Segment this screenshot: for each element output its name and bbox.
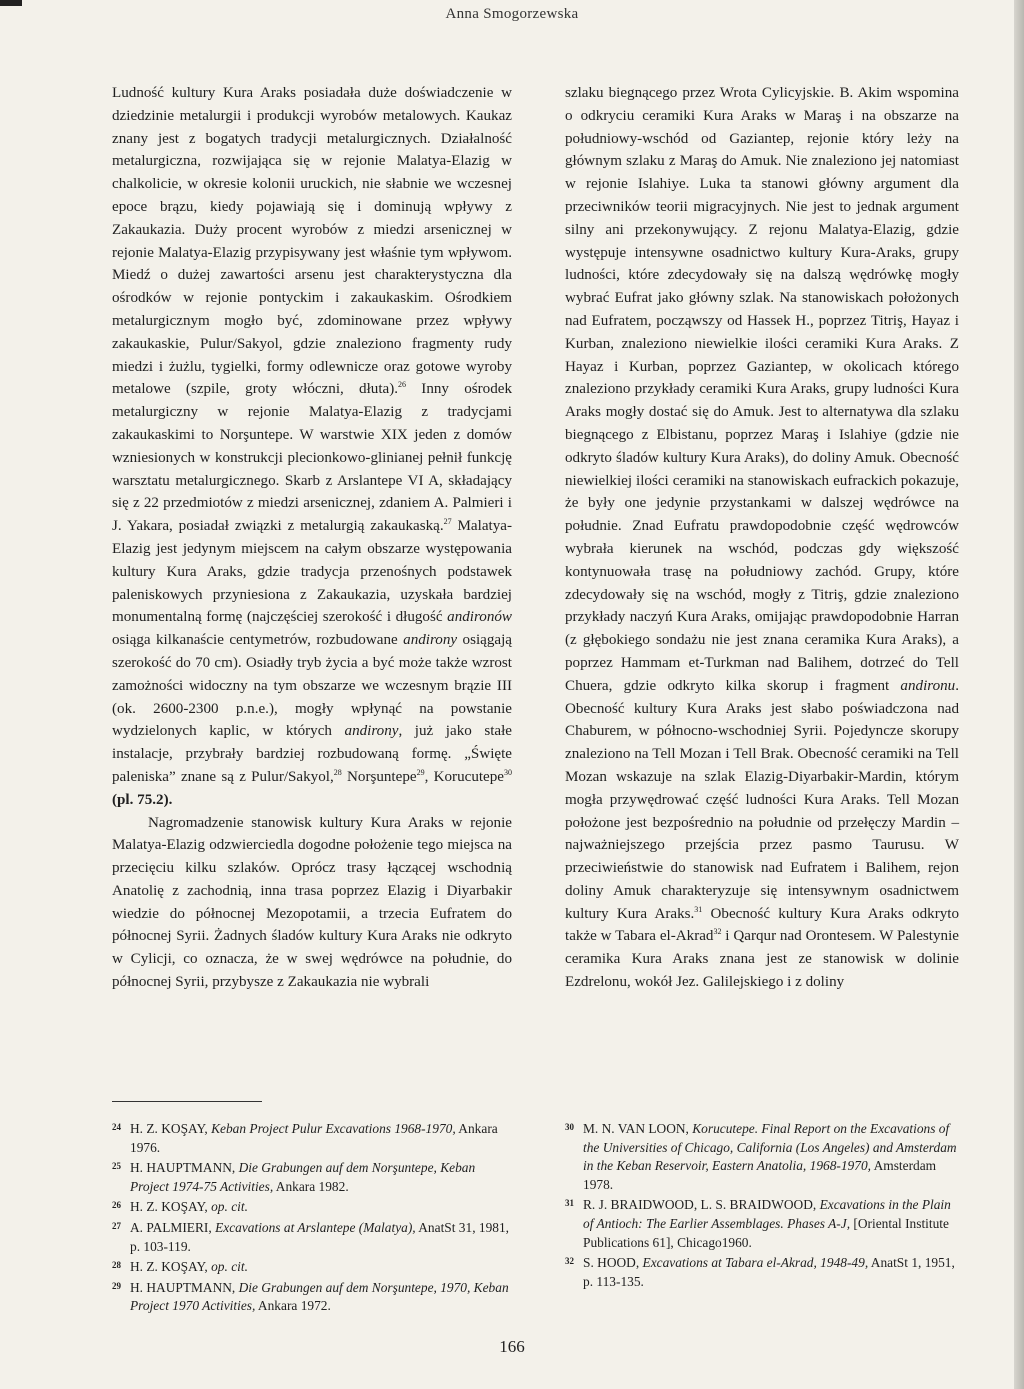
footnote-ref[interactable]: 29 [416, 767, 425, 777]
footnotes-right [565, 1120, 959, 1293]
footnote-item: 28 H. Z. KOŞAY, op. cit. [112, 1259, 248, 1275]
footnote-item: 30 M. N. VAN LOON, Korucutepe. Final Report on the Excavations of the Universities of Chicago, California (Los Angeles) and Amsterdam in the Keban Reservoir, Eastern Anatolia, 1968-1970, Amsterdam 1978. [565, 1121, 957, 1192]
footnotes-left [112, 1120, 512, 1318]
paragraph-routes: Nagromadzenie stanowisk kultury Kura Araks w rejonie Malatya-Elazig odzwierciedla dogodne położenie tego miejsca na przecięciu kilku szlaków. Oprócz trasy łączącej wschodnią Anatolię z zachodnią, inna trasa poprzez Elazig i Diyarbakir wiedzie do północnej Mezopotamii, a trzecia Eufratem do północnej Syrii. Żadnych śladów kultury Kura Araks nie odkryto w Cylicji, co oznacza, że w swej wędrówce na południe, do północnej Syrii, przybysze z Zakaukazia nie wybrali [112, 814, 512, 991]
footnote-item: 27 A. PALMIERI, Excavations at Arslantepe (Malatya), AnatSt 31, 1981, p. 103-119. [112, 1219, 510, 1254]
footnote-item: 29 H. HAUPTMANN, Die Grabungen auf dem Norşuntepe, 1970, Keban Project 1970 Activities, Ankara 1972. [112, 1279, 509, 1314]
left-column [112, 82, 512, 994]
paragraph-migration: szlaku biegnącego przez Wrota Cylicyjskie. B. Akim wspomina o odkryciu ceramiki Kura Araks w Maraş i na obszarze na południowy-wschód od Gaziantep, rejonie który leży na głównym szlaku z Maraş do Amuk. Nie znaleziono jej natomiast w rejonie Islahiye. Luka ta stanowi główny argument dla przeciwników teorii migracyjnych. Nie jest to jednak argument silny ani przekonywujący. Z rejonu Malatya-Elazig, gdzie występuje intensywne osadnictwo kultury Kura-Araks, grupy ludności, które zdecydowały się na dalszą wędrówkę mogły wybrać Eufrat jako główny szlak. Na stanowiskach położonych nad Eufratem, począwszy od Hassek H., poprzez Titriş, Hayaz i Kurban, znaleziono niewielkie ilości ceramiki Kura Araks. Z Hayaz i Kurban, poprzez Gaziantep, w okolicach którego znaleziono przykłady ceramiki Kura Araks, grupy ludności Kura Araks mogły dostać się do Amuk. Jest to alternatywa dla szlaku biegnącego z Elbistanu, poprzez Maraş i Islahiye (gdzie nie odkryto śladów kultury Kura Araks), do doliny Amuk. Obecność niewielkiej ilości ceramiki na stanowiskach eufrackich pokazuje, że były one jedynie przystankami w dalszej wędrówce na południe. Znad Eufratu prawdopodobnie część wędrowców wybrała kierunek na wschód, podczas gdy większość kontynuowała trasę na południowy zachód. Grupy, które zdecydowały się na wschód, mogły z Titriş, gdzie znaleziono przykłady naczyń Kura Araks, omijając prawdopodobnie Harran (z głębokiego sondażu nie jest znana ceramika Kura Araks), a poprzez Hammam et-Turkman nad Balihem, dotrzeć do Tell Chuera, gdzie odkryto kilka skorup i fragment andironu. Obecność kultury Kura Araks jest słabo poświadczona nad Chaburem, w północno-wschodniej Syrii. Pojedyncze skorupy znaleziono na Tell Mozan i Tell Brak. Obecność ceramiki na Tell Mozan wskazuje na szlak Elazig-Diyarbakir-Mardin, którym mogła przywędrować część ludności Kura Araks. Tell Mozan położone jest bezpośrednio na południe od przełęczy Mardin – najważniejszego przejścia przez pasmo Taurusu. W przeciwieństwie do stanowisk nad Eufratem i Balihem, rejon doliny Amuk charakteryzuje się intensywnym osadnictwem kultury Kura Araks.$^{31}$ Obecność kultury Kura Araks odkryto także w Tabara el-Akrad$^{32}$ i Qarqur nad Orontesem. W Palestynie ceramika Kura Araks znana jest ze stanowisk w dolinie Ezdrelonu, wokół Jez. Galilejskiego i z doliny [565, 85, 960, 991]
footnote-item: 25 H. HAUPTMANN, Die Grabungen auf dem Norşuntepe, Keban Project 1974-75 Activities, Ankara 1982. [112, 1160, 476, 1194]
footnote-ref[interactable]: 27 [443, 517, 452, 527]
running-header: Anna Smogorzewska [445, 6, 579, 22]
footnote-ref[interactable]: 32 [713, 927, 722, 937]
paragraph-metallurgy: Ludność kultury Kura Araks posiadała duże doświadczenie w dziedzinie metalurgii i produkcji wyrobów metalowych. Kaukaz znany jest z bogatych tradycji metalurgicznych. Działalność metalurgiczna, rozwijająca się w rejonie Malatya-Elazig w chalkolicie, w okresie kolonii uruckich, nie słabnie we wczesnej epoce brązu, kiedy pojawiają się i dominują wpływy z Zakaukazia. Duży procent wyrobów z miedzi arsenicznej w rejonie Malatya-Elazig przypisywany jest właśnie tym wpływom. Miedź o dużej zawartości arsenu jest charakterystyczna dla ośrodków w rejonie pontyckim i zakaukaskim. Ośrodkiem metalurgicznym mogło być, zdominowane przez wpływy zakaukaskie, Pulur/Sakyol, gdzie znaleziono fragmenty rudy miedzi i żużlu, tygielki, formy odlewnicze oraz gotowe wyroby metalowe (szpile, groty włóczni, dłuta).$^{26}$ Inny ośrodek metalurgiczny w rejonie Malatya-Elazig z tradycjami zakaukaskimi to Norşuntepe. W warstwie XIX jeden z domów wzniesionych w konstrukcji plecionkowo-glinianej pełnił funkcję warsztatu metalurgicznego. Skarb z Arslantepe VI A, składający się z 22 przedmiotów z miedzi arsenicznej, zdaniem A. Palmieri i J. Yakara, posiadał związki z metalurgią zakaukaską.$^{27}$ Malatya-Elazig jest jedynym miejscem na całym obszarze występowania kultury Kura Araks, gdzie tradycja przenośnych podstawek paleniskowych przyniesiona z Zakaukazia, uzyskała bardziej monumentalną formę (najczęściej szerokość i długość andironów osiąga kilkanaście centymetrów, rozbudowane andirony osiągają szerokość do 70 cm). Osiadły tryb życia a być może także wzrost zamożności widoczny na tym obszarze we wczesnym brązie III (ok. 2600-2300 p.n.e.), mogły wpłynąć na powstanie wydzielonych kaplic, w których andirony, już jako stałe instalacje, przybrały bardziej rozbudowaną formę. „Święte paleniska” znane są z Pulur/Sakyol,$^{28}$ Norşuntepe$^{29}$, Korucutepe$^{30}$ (pl. 75.2). [112, 85, 512, 808]
footnote-ref[interactable]: 26 [398, 380, 407, 390]
footnote-ref[interactable]: 31 [694, 904, 703, 914]
page-number: 166 [499, 1337, 525, 1356]
footnote-item: 32 S. HOOD, Excavations at Tabara el-Akrad, 1948-49, AnatSt 1, 1951, p. 113-135. [565, 1255, 955, 1289]
footnote-item: 24 H. Z. KOŞAY, Keban Project Pulur Excavations 1968-1970, Ankara 1976. [112, 1121, 498, 1155]
plate-reference: (pl. 75.2). [112, 791, 173, 808]
footnote-item: 31 R. J. BRAIDWOOD, L. S. BRAIDWOOD, Excavations in the Plain of Antioch: The Earlier Assemblages. Phases A-J, [Oriental Institute Publications 61], Chicago1960. [565, 1197, 951, 1250]
scan-edge-shadow [1014, 0, 1024, 1389]
footnote-item: 26 H. Z. KOŞAY, op. cit. [112, 1199, 248, 1215]
footnote-divider [112, 1101, 262, 1102]
footnote-ref[interactable]: 30 [504, 767, 512, 777]
right-column [565, 82, 959, 994]
footnote-ref[interactable]: 28 [333, 767, 342, 777]
